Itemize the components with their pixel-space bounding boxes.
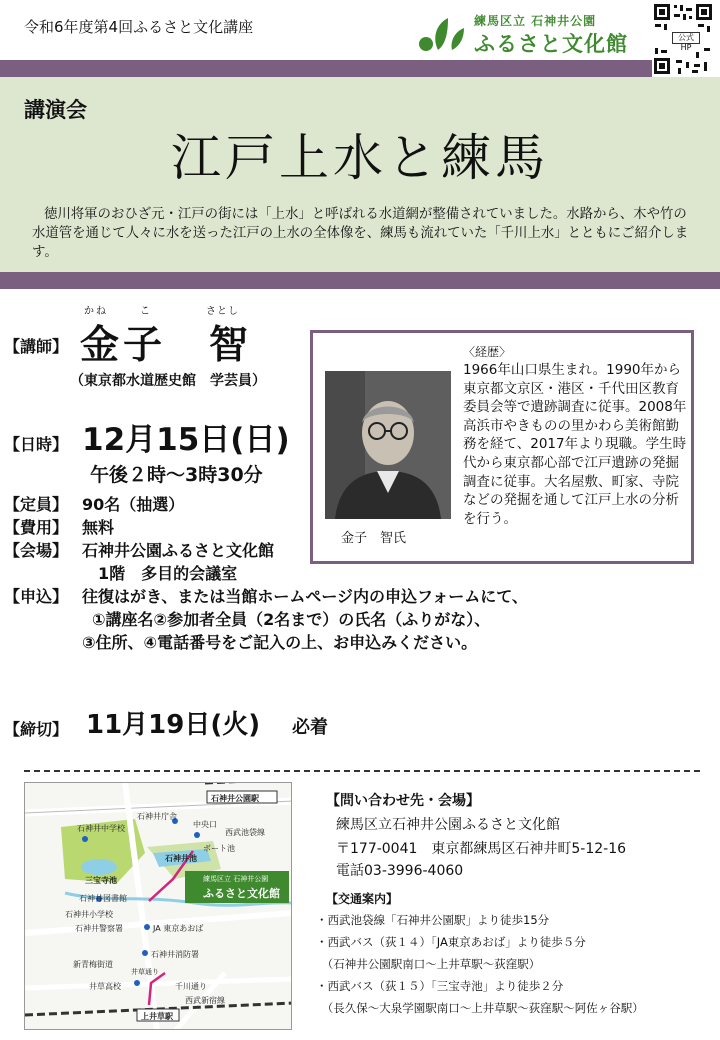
map-station-bottom: 上井草駅 <box>141 1012 173 1021</box>
venue-room: 1階 多目的会議室 <box>98 564 238 583</box>
map-label-temple: 石神井庁舎 <box>137 812 177 821</box>
fee-label: 【費用】 <box>4 518 69 537</box>
map-label-seibu: 西武池袋線 <box>225 828 265 837</box>
map-label-elem: 石神井小学校 <box>65 910 113 919</box>
contact-address: 〒177-0041 東京都練馬区石神井町5-12-16 <box>336 841 627 857</box>
dashed-divider <box>24 770 700 772</box>
event-description: 徳川将軍のおひざ元・江戸の街には「上水」と呼ばれる水道網が整備されていました。水路から、木や竹の水道管を通じて人々に水を送った江戸の上水の全体像を、練馬も流れていた「千川上水」とともにご紹介します。 <box>32 207 689 260</box>
deadline-suffix: 必着 <box>292 717 328 738</box>
capacity: 90名（抽選） <box>82 495 185 514</box>
event-date: 12月15日(日) <box>82 422 290 458</box>
map-logo-sub: 練馬区立 石神井公園 <box>203 875 269 883</box>
map-label-chuo: 中央口 <box>193 820 217 829</box>
portrait-icon <box>325 371 451 519</box>
capacity-label: 【定員】 <box>4 495 69 514</box>
map-label-senkawa: 千川通り <box>175 982 207 991</box>
map-label-fire: 石神井消防署 <box>151 950 199 959</box>
museum-logo[interactable] <box>418 8 640 58</box>
name-ruby-satoshi: さとし <box>206 306 239 317</box>
logo-subtitle: 練馬区立 石神井公園 <box>474 14 597 28</box>
leaf-logo-icon <box>418 14 466 54</box>
event-time: 午後２時～3時30分 <box>90 464 263 486</box>
map-station-top: 石神井公園駅 <box>211 794 259 803</box>
photo-caption: 金子 智氏 <box>341 531 407 546</box>
name-ruby-kane: かね <box>84 306 108 317</box>
map-label-seibu-shinjuku: 西武新宿線 <box>185 996 225 1005</box>
band-top-stripe <box>0 60 652 77</box>
access-map[interactable] <box>24 782 292 1030</box>
venue: 石神井公園ふるさと文化館 <box>82 541 275 560</box>
access-line: （長久保～大泉学園駅南口～上井草駅～荻窪駅～阿佐ヶ谷駅） <box>316 1001 644 1015</box>
access-line: ・西武池袋線「石神井公園駅」より徒歩15分 <box>316 913 550 927</box>
map-logo-main: ふるさと文化館 <box>203 887 280 900</box>
band-bottom-stripe <box>0 272 720 289</box>
apply-line-3: ③住所、④電話番号をご記入の上、お申込みください。 <box>82 633 478 652</box>
apply-label: 【申込】 <box>4 587 69 606</box>
access-line: ・西武バス（荻１５）「三宝寺池」より徒歩２分 <box>316 979 564 993</box>
deadline-date: 11月19日(火) <box>86 710 261 740</box>
contact-heading: 【問い合わせ先・会場】 <box>326 793 480 809</box>
map-label-kamiigusa: 井草通り <box>131 968 159 976</box>
apply-line-1: 往復はがき、または当館ホームページ内の申込フォームにて、 <box>82 587 528 606</box>
qr-badge: 公式HP <box>672 32 700 44</box>
name-ruby-ko: こ <box>140 306 150 317</box>
map-label-ja: JA 東京あおば <box>153 924 204 933</box>
qr-code[interactable] <box>652 2 714 76</box>
map-label-shinme: 新青梅街道 <box>73 960 113 969</box>
logo-name: ふるさと文化館 <box>474 32 628 56</box>
map-label-police: 石神井警察署 <box>75 924 123 933</box>
map-label-igusa-high: 井草高校 <box>89 982 121 991</box>
map-label-shakujii-pond: 石神井池 <box>165 854 197 863</box>
event-type: 講演会 <box>24 98 87 122</box>
series-title: 令和6年度第4回ふるさと文化講座 <box>24 18 254 36</box>
access-line: （石神井公園駅南口～上井草駅～荻窪駅） <box>316 957 541 971</box>
access-line: ・西武バス（荻１４）「JA東京あおば」より徒歩５分 <box>316 935 586 949</box>
lecturer-label: 【講師】 <box>4 337 69 356</box>
map-label-boat: ボート池 <box>203 844 235 853</box>
event-title: 江戸上水と練馬 <box>171 129 549 187</box>
venue-label: 【会場】 <box>4 541 69 560</box>
lecturer-name: 金子 智 <box>80 323 253 368</box>
lecturer-affiliation: （東京都水道歴史館 学芸員） <box>70 373 266 389</box>
access-heading: 【交通案内】 <box>326 892 399 906</box>
lecturer-photo <box>325 371 451 519</box>
map-label-library: 石神井図書館 <box>79 894 127 903</box>
career-heading: 〈経歴〉 <box>463 345 512 359</box>
date-label: 【日時】 <box>4 435 69 454</box>
deadline-label: 【締切】 <box>4 720 69 739</box>
fee: 無料 <box>82 518 115 537</box>
contact-name: 練馬区立石神井公園ふるさと文化館 <box>336 817 560 833</box>
contact-phone[interactable]: 電話03-3996-4060 <box>336 863 464 879</box>
map-label-sampoji: 三宝寺池 <box>85 876 117 885</box>
apply-line-2: ①講座名②参加者全員（2名まで）の氏名（ふりがな）、 <box>92 610 491 629</box>
profile-box <box>310 330 694 564</box>
map-label-junior-high: 石神井中学校 <box>77 824 125 833</box>
career-text: 1966年山口県生まれ。1990年から東京都文京区・港区・千代田区教育委員会等で遺跡調査に従事。2008年高浜市やきものの里かわら美術館勤務を経て、2017年より現職。学生時代から東京都心部で江戸遺跡の発掘調査に従事。大名屋敷、町家、寺院などの発掘を通して江戸上水の分析を行う。 <box>463 362 687 527</box>
